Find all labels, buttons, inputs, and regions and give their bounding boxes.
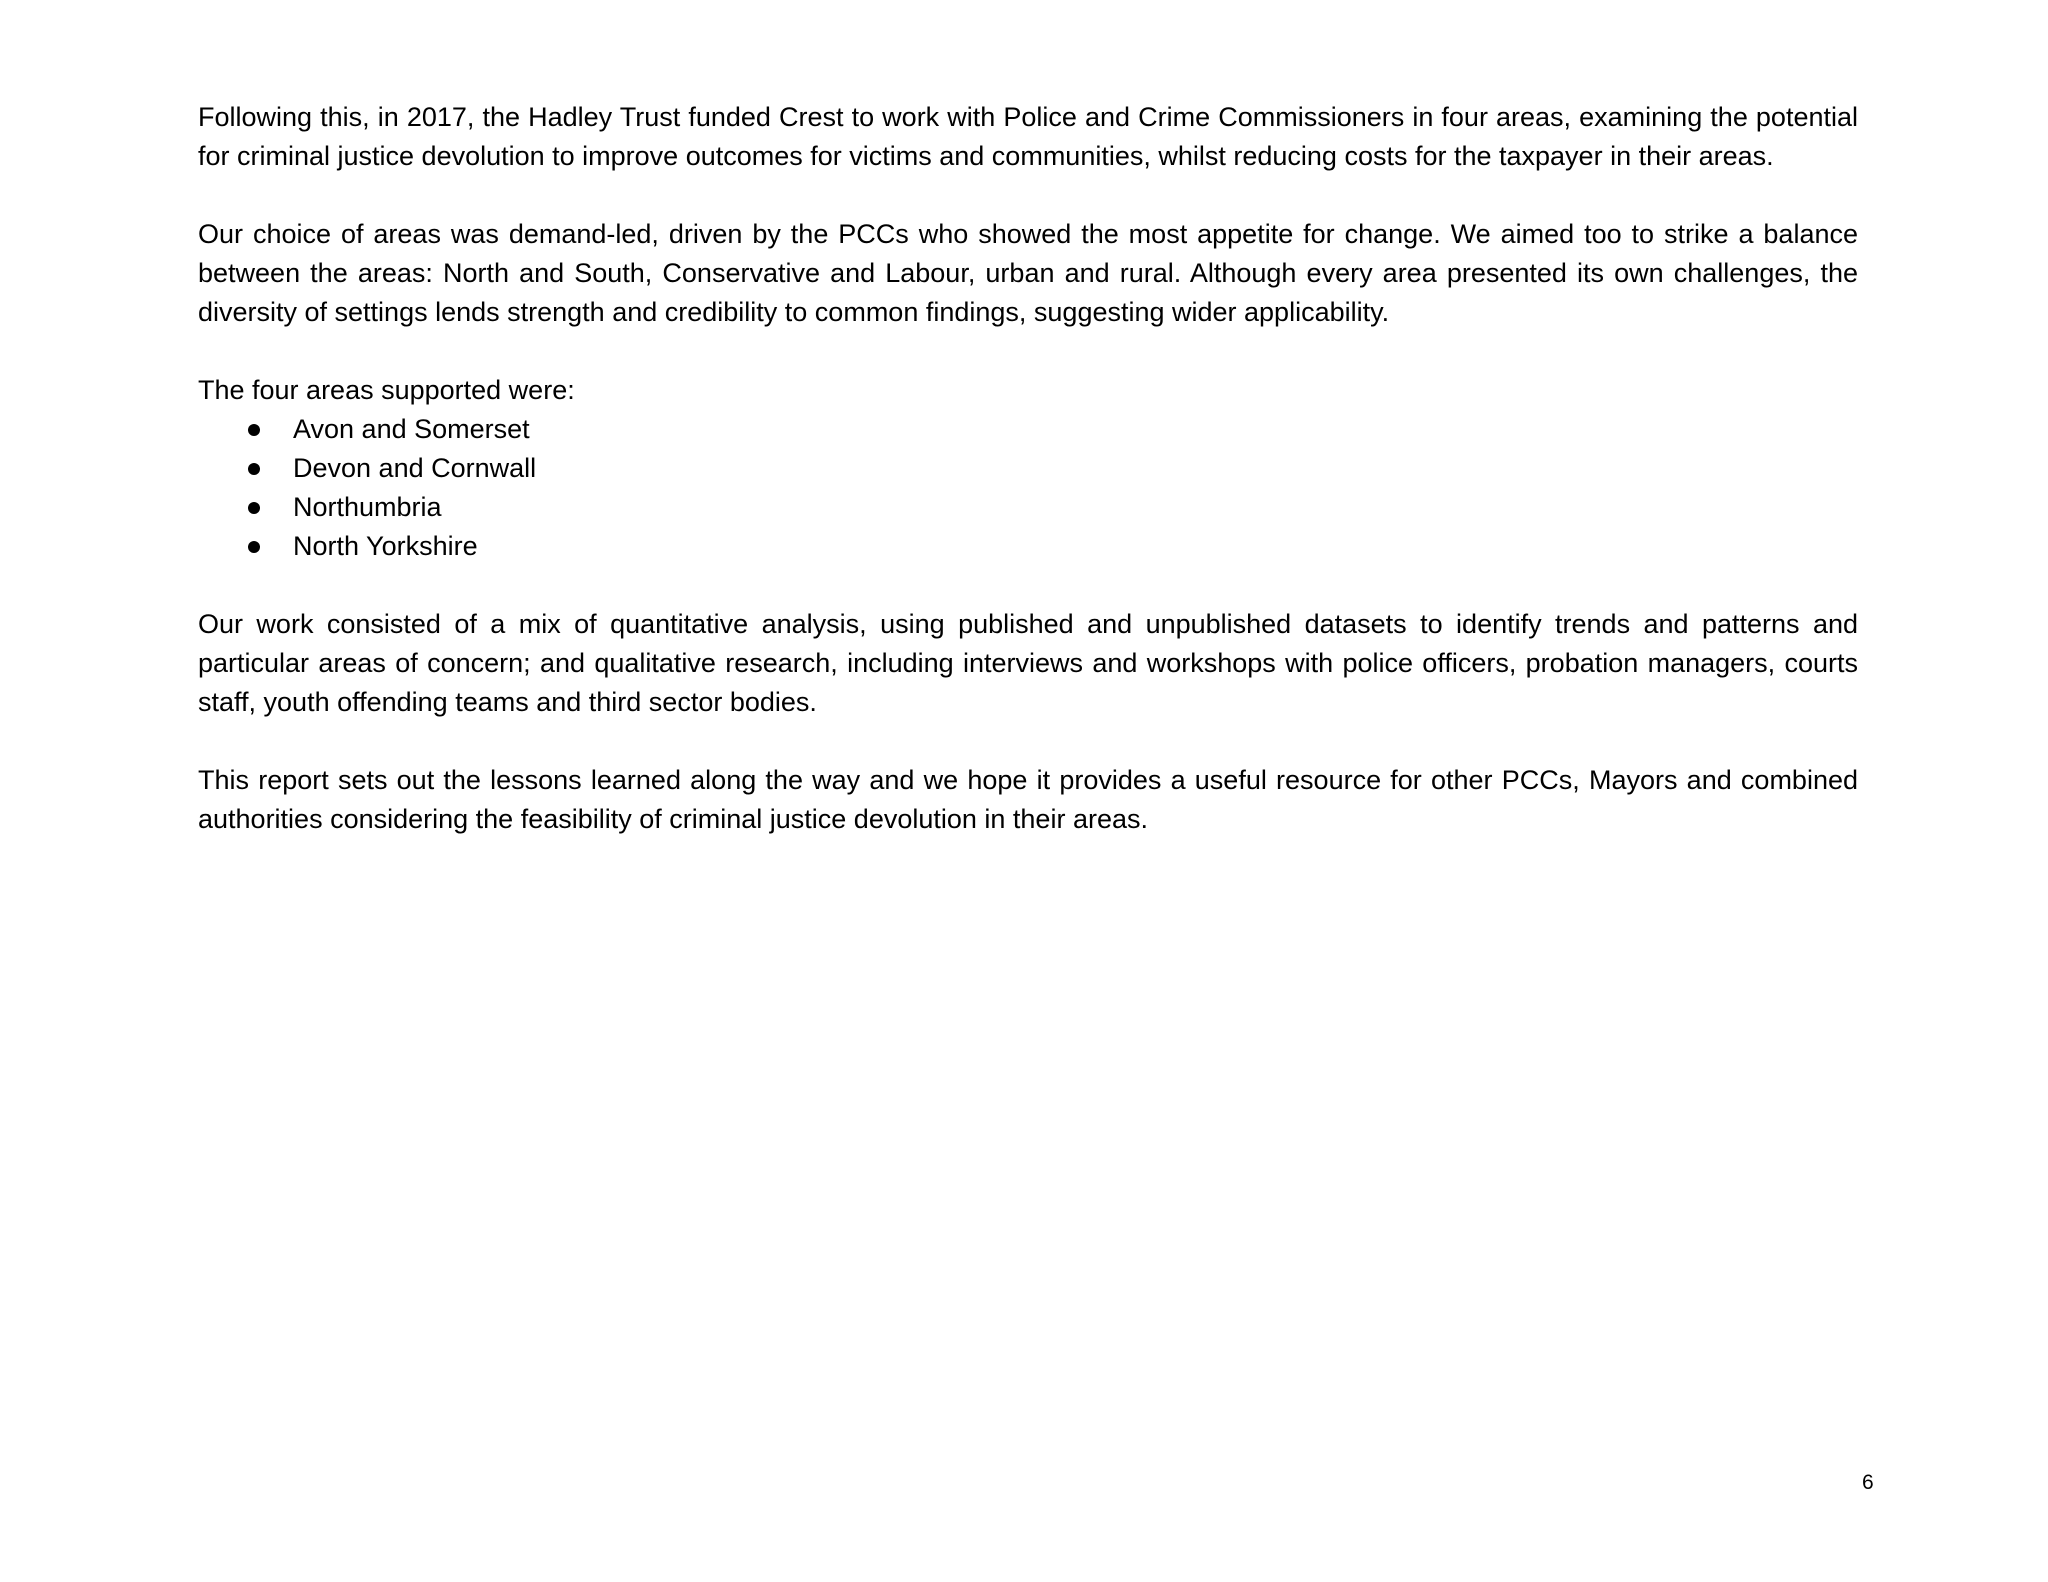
paragraph-funding: Following this, in 2017, the Hadley Trust funded Crest to work with Police and Crime Commissioners in four areas, examining the potential for criminal justice devolution to improve outcomes for victims and communities, whilst reducing costs for the taxpayer in their areas. — [198, 102, 1858, 171]
area-name: Avon and Somerset — [293, 414, 530, 444]
document-body — [198, 98, 1858, 878]
list-intro: The four areas supported were: — [198, 375, 575, 405]
area-name: North Yorkshire — [293, 531, 478, 561]
area-name: Northumbria — [293, 492, 442, 522]
paragraph-methods: Our work consisted of a mix of quantitative analysis, using published and unpublished datasets to identify trends and patterns and particular areas of concern; and qualitative research, including interviews and workshops with police officers, probation managers, courts staff, youth offending teams and third sector bodies. — [198, 609, 1858, 717]
bullet-icon — [248, 463, 260, 475]
bullet-icon — [248, 502, 260, 514]
paragraph-report-purpose: This report sets out the lessons learned along the way and we hope it provides a useful resource for other PCCs, Mayors and combined authorities considering the feasibility of criminal justice devolution in their areas. — [198, 765, 1858, 834]
page-number: 6 — [1862, 1471, 1874, 1494]
area-name: Devon and Cornwall — [293, 453, 537, 483]
bullet-icon — [248, 424, 260, 436]
list-item — [198, 527, 1858, 566]
areas-list — [198, 410, 1858, 566]
list-item — [198, 488, 1858, 527]
list-item — [198, 449, 1858, 488]
bullet-icon — [248, 541, 260, 553]
paragraph-area-choice: Our choice of areas was demand-led, driven by the PCCs who showed the most appetite for change. We aimed too to strike a balance between the areas: North and South, Conservative and Labour, urban and rural. Although every area presented its own challenges, the diversity of settings lends strength and credibility to common findings, suggesting wider applicability. — [198, 219, 1858, 327]
list-item — [198, 410, 1858, 449]
